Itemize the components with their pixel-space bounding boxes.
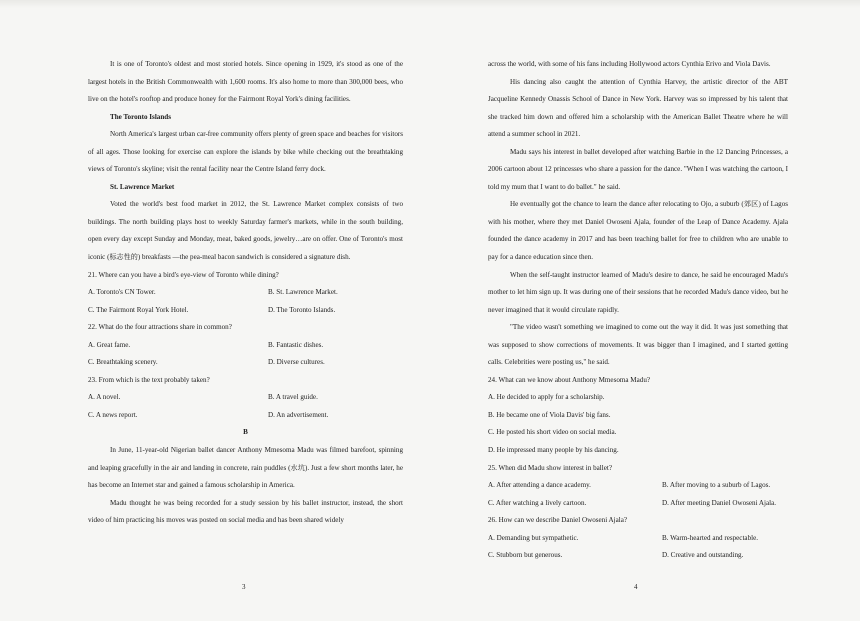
madu-continued-paragraph: across the world, with some of his fans including Hollywood actors Cynthia Erivo and Viola Davis. [488,60,771,68]
question-22-option-d: D. Diverse cultures. [268,358,325,367]
ojo-paragraph: He eventually got the chance to learn the dance after relocating to Ojo, a suburb (郊区) of Lagos with his mother, where they met Daniel Owoseni Ajala, founder of the Leap of Dance Academy. Ajala founded the dance academy in 2017 and has been teaching ballet for free to children who are unable to pay for a dance education since then. [488,200,788,262]
question-26-options-row-2 [488,547,788,565]
question-26: 26. How can we describe Daniel Owoseni Ajala? [488,516,628,525]
question-25-option-d: D. After meeting Daniel Owoseni Ajala. [662,498,777,507]
question-24: 24. What can we know about Anthony Mmesoma Madu? [488,375,651,384]
question-21-option-b: B. St. Lawrence Market. [268,288,338,297]
question-25-options-row-1 [488,477,788,495]
madu-intro-paragraph: In June, 11-year-old Nigerian ballet dancer Anthony Mmesoma Madu was filmed barefoot, spinning and leaping gracefully in the air and landing in concrete, rain puddles (水坑). Just a few short months later, he has become an Internet star and gained a famous scholarship in America. [88,446,403,490]
question-26-option-c: C. Stubborn but generous. [488,551,563,560]
question-23-options-row-2 [88,407,403,425]
hotel-paragraph: It is one of Toronto's oldest and most storied hotels. Since opening in 1929, it's stood as one of the largest hotels in the British Commonwealth with 1,600 rooms. It's also home to more than 300,000 bees, who live on the hotel's rooftop and produce honey for the Fairmont Royal York's dining facilities. [88,60,403,104]
right-column [488,56,788,565]
question-23: 23. From which is the text probably taken? [88,375,210,384]
question-24-option-d: D. He impressed many people by his dancing. [488,446,619,455]
question-25-option-b: B. After moving to a suburb of Lagos. [662,481,771,490]
question-23-options-row-1 [88,389,403,407]
toronto-islands-paragraph: North America's largest urban car-free community offers plenty of green space and beaches for visitors of all ages. Those looking for exercise can explore the islands by bike while checking out the breathtaking views of Toronto's skyline; visit the rental facility near the Centre Island ferry dock. [88,130,403,174]
question-22-options-row-1 [88,337,403,355]
scan-edge-shadow [0,0,860,8]
page-number-left: 3 [242,583,246,591]
question-23-option-a: A. A novel. [88,393,121,402]
barbie-paragraph: Madu says his interest in ballet developed after watching Barbie in the 12 Dancing Princesses, a 2006 cartoon about 12 princesses who share a passion for the dance. "When I was watching the cartoon, I told my mum that I want to do ballet." he said. [488,147,788,191]
question-24-option-c: C. He posted his short video on social media. [488,428,617,437]
question-23-option-b: B. A travel guide. [268,393,318,402]
st-lawrence-market-heading: St. Lawrence Market [110,182,175,191]
question-24-option-a: A. He decided to apply for a scholarship. [488,393,605,402]
question-21-options-row-1 [88,284,403,302]
question-25-options-row-2 [488,495,788,513]
question-21-option-a: A. Toronto's CN Tower. [88,288,156,297]
question-24-option-b: B. He became one of Viola Davis' big fans. [488,410,611,419]
question-26-option-d: D. Creative and outstanding. [662,551,744,560]
question-22-option-b: B. Fantastic dishes. [268,340,324,349]
page-number-right: 4 [634,583,638,591]
question-21: 21. Where can you have a bird's eye-view of Toronto while dining? [88,270,279,279]
question-25: 25. When did Madu show interest in ballet? [488,463,612,472]
left-column [88,56,403,530]
section-b-heading: B [243,428,248,437]
st-lawrence-market-paragraph: Voted the world's best food market in 2012, the St. Lawrence Market complex consists of two buildings. The north building plays host to weekly Saturday farmer's markets, while in the south building, open every day except Sunday and Monday, meat, baked goods, jewelry…are on offer. One of Toronto's most iconic (标志性的) breakfasts —the pea-meal bacon sandwich is considered a signature dish. [88,200,403,262]
question-26-option-b: B. Warm-hearted and respectable. [662,533,759,542]
question-22-options-row-2 [88,354,403,372]
madu-video-paragraph: Madu thought he was being recorded for a study session by his ballet instructor, instead, the short video of him practicing his moves was posted on social media and has been shared widely [88,498,403,525]
question-22: 22. What do the four attractions share in common? [88,323,232,332]
instructor-paragraph: When the self-taught instructor learned of Madu's desire to dance, he said he encouraged Madu's mother to let him sign up. It was during one of their sessions that he recorded Madu's dance video, but he never imagined that it would circulate rapidly. [488,270,788,314]
harvey-paragraph: His dancing also caught the attention of Cynthia Harvey, the artistic director of the ABT Jacqueline Kennedy Onassis School of Dance in New York. Harvey was so impressed by his talent that she tracked him down and offered him a scholarship with the American Ballet Theatre where he will attend a summer school in 2021. [488,77,788,139]
question-23-option-d: D. An advertisement. [268,410,329,419]
question-25-option-a: A. After attending a dance academy. [488,481,591,490]
question-26-option-a: A. Demanding but sympathetic. [488,533,579,542]
question-21-option-c: C. The Fairmont Royal York Hotel. [88,305,189,314]
question-25-option-c: C. After watching a lively cartoon. [488,498,587,507]
question-22-option-c: C. Breathtaking scenery. [88,358,158,367]
question-22-option-a: A. Great fame. [88,340,131,349]
question-26-options-row-1 [488,530,788,548]
question-21-option-d: D. The Toronto Islands. [268,305,336,314]
question-23-option-c: C. A news report. [88,410,138,419]
toronto-islands-heading: The Toronto Islands [110,112,171,121]
question-21-options-row-2 [88,302,403,320]
quote-paragraph: "The video wasn't something we imagined to come out the way it did. It was just something that was supposed to show corrections of movements. It was bigger than I imagined, and I started getting calls. Celebrities were posting us," he said. [488,323,788,367]
